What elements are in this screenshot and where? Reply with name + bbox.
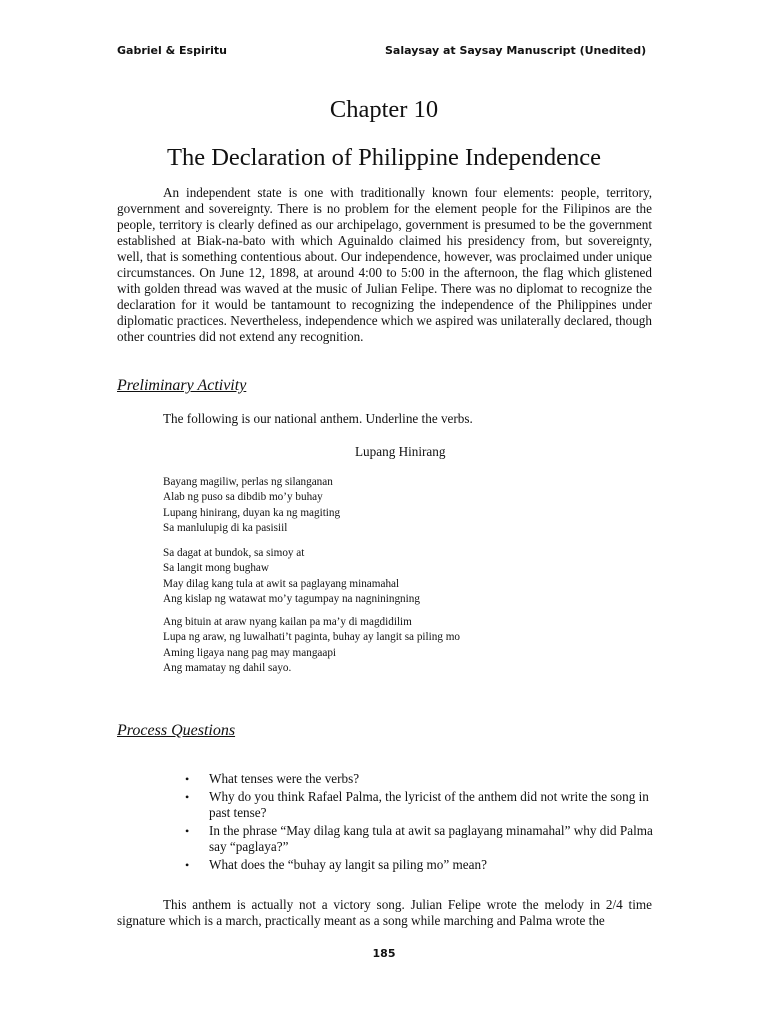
bullet-icon: • <box>185 772 190 786</box>
lyric-line: Bayang magiliw, perlas ng silanganan <box>163 476 333 488</box>
chapter-number: Chapter 10 <box>329 96 439 123</box>
question-text: Why do you think Rafael Palma, the lyricist of the anthem did not write the song in past tense? <box>209 789 649 820</box>
intro-paragraph: An independent state is one with traditionally known four elements: people, territory, government and sovereignty. There is no problem for the element people for the Filipinos are the people, territory is clearly defined as our archipelago, government is presumed to be the government established at Biak-na-bato with which Aguinaldo claimed his presidency from, but sovereignty, well, that is something contentious about. Our independence, however, was proclaimed under unique circumstances. On June 12, 1898, at around 4:00 to 5:00 in the afternoon, the flag which glistened with golden thread was waved at the music of Julian Felipe. There was no diplomat to recognize the declaration for it would be tantamount to recognizing the independence of the Philippines under diplomatic practices. Nevertheless, independence which we aspired was unilaterally declared, though other countries did not extend any recognition. <box>117 185 652 344</box>
bullet-icon: • <box>185 824 190 838</box>
lyric-line: Alab ng puso sa dibdib mo’y buhay <box>163 491 323 504</box>
question-text: What tenses were the verbs? <box>209 771 360 786</box>
question-text: In the phrase “May dilag kang tula at awit sa paglayang minamahal” why did Palma say “paglaya?” <box>209 823 653 854</box>
lyric-line: Ang bituin at araw nyang kailan pa ma’y di magdidilim <box>163 616 412 628</box>
bullet-icon: • <box>185 790 190 804</box>
activity-instruction: The following is our national anthem. Underline the verbs. <box>163 411 473 426</box>
anthem-title: Lupang Hinirang <box>355 444 446 459</box>
running-header-authors: Gabriel & Espiritu <box>117 44 227 57</box>
preliminary-activity-heading: Preliminary Activity <box>117 377 247 394</box>
question-text: What does the “buhay ay langit sa piling mo” mean? <box>209 857 487 872</box>
lyric-line: Ang mamatay ng dahil sayo. <box>163 661 292 674</box>
lyric-line: Ang kislap ng watawat mo’y tagumpay na nagniningning <box>163 592 420 605</box>
question-item <box>185 823 655 855</box>
process-questions-list <box>185 771 655 875</box>
lyric-line: Lupa ng araw, ng luwalhati’t paginta, buhay ay langit sa piling mo <box>163 631 461 644</box>
bullet-icon: • <box>185 858 190 872</box>
anthem-stanza-1 <box>163 475 340 536</box>
lyric-line: Sa manlulupig di ka pasisiil <box>163 521 288 534</box>
lyric-line: Sa langit mong bughaw <box>163 562 269 575</box>
anthem-stanza-3 <box>163 615 460 676</box>
page-number: 185 <box>372 947 396 960</box>
question-item <box>185 789 655 821</box>
chapter-title: The Declaration of Philippine Independence <box>166 144 602 171</box>
lyric-line: Lupang hinirang, duyan ka ng magiting <box>163 506 341 519</box>
closing-paragraph: This anthem is actually not a victory song. Julian Felipe wrote the melody in 2/4 time signature which is a march, practically meant as a song while marching and Palma wrote the <box>117 897 652 928</box>
lyric-line: Aming ligaya nang pag may mangaapi <box>163 646 337 659</box>
lyric-line: Sa dagat at bundok, sa simoy at <box>163 547 305 559</box>
question-item <box>185 857 655 873</box>
question-item <box>185 771 655 787</box>
process-questions-heading: Process Questions <box>117 722 236 739</box>
lyric-line: May dilag kang tula at awit sa paglayang minamahal <box>163 577 400 590</box>
running-header-title: Salaysay at Saysay Manuscript (Unedited) <box>385 44 647 57</box>
anthem-stanza-2 <box>163 546 420 607</box>
